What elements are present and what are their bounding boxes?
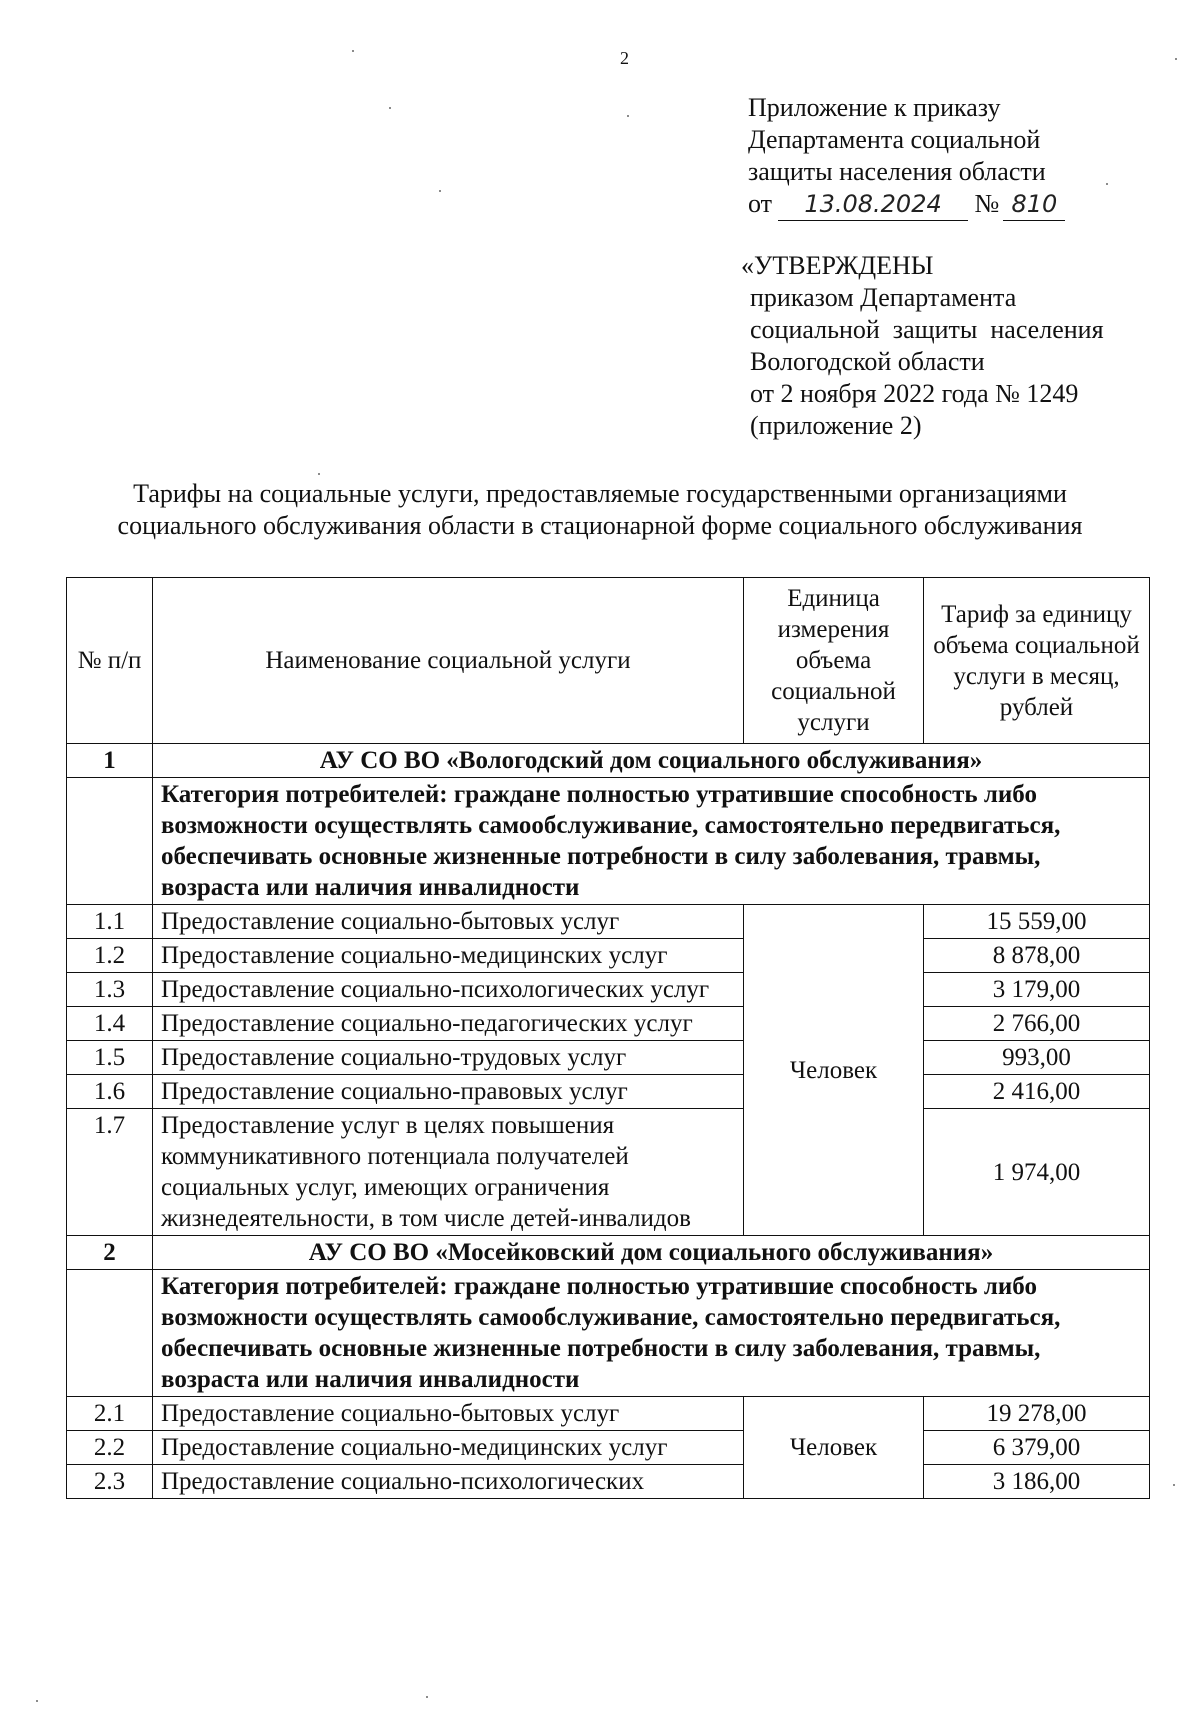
date-prefix: от [748,189,773,218]
tariff-value: 3 186,00 [924,1465,1150,1499]
handwritten-date: 13.08.2024 [778,188,968,221]
approved-line-2: приказом Департамента [750,283,1017,312]
tariff-value: 2 416,00 [924,1075,1150,1109]
scan-speck [352,50,354,52]
org-name: АУ СО ВО «Вологодский дом социального обслуживания» [153,744,1150,778]
table-row [67,1465,1150,1499]
scan-speck [389,107,391,109]
appendix-line-1: Приложение к приказу [748,93,1001,122]
appendix-date-line [748,188,1065,221]
service-name: Предоставление услуг в целях повышения коммуникативного потенциала получателей социальных услуг, имеющих ограничения жизнедеятельности, в том числе детей-инвалидов [153,1109,744,1236]
table-row [67,1109,1150,1236]
org-name: АУ СО ВО «Мосейковский дом социального обслуживания» [153,1236,1150,1270]
header-unit: Единица измерения объема социальной услуги [744,578,924,744]
service-name: Предоставление социально-бытовых услуг [153,1397,744,1431]
org-row [67,1236,1150,1270]
tariff-value: 6 379,00 [924,1431,1150,1465]
service-name: Предоставление социально-психологических услуг [153,973,744,1007]
page-number: 2 [620,48,629,68]
table-row [67,1075,1150,1109]
unit-cell: Человек [744,1397,924,1499]
section-number: 1 [67,744,153,778]
category-row [67,1270,1150,1397]
header-name: Наименование социальной услуги [153,578,744,744]
approved-line-6: (приложение 2) [750,411,922,440]
section-number: 2 [67,1236,153,1270]
appendix-block [748,92,1065,221]
approved-block [741,250,1104,442]
tariff-value: 15 559,00 [924,905,1150,939]
handwritten-number: 810 [1003,188,1065,221]
document-title [60,478,1140,542]
approved-line-4: Вологодской области [750,347,985,376]
title-line-1: Тарифы на социальные услуги, предоставляемые государственными организациями [133,479,1067,508]
tariffs-table [66,577,1150,1499]
table-row [67,973,1150,1007]
scan-speck [36,1700,38,1702]
table-row [67,1007,1150,1041]
scan-speck [439,190,441,192]
unit-cell: Человек [744,905,924,1236]
category-empty-cell [67,778,153,905]
scan-speck [426,1696,428,1698]
scan-speck [627,115,629,117]
row-number: 2.3 [67,1465,153,1499]
category-row [67,778,1150,905]
scan-speck [1173,1484,1175,1486]
scan-speck [1106,183,1108,185]
tariff-value: 19 278,00 [924,1397,1150,1431]
category-empty-cell [67,1270,153,1397]
tariff-value: 993,00 [924,1041,1150,1075]
scan-speck [318,473,320,475]
row-number: 1.7 [67,1109,153,1236]
approved-line-3: социальной защиты населения [750,315,1104,344]
service-name: Предоставление социально-трудовых услуг [153,1041,744,1075]
service-name: Предоставление социально-педагогических услуг [153,1007,744,1041]
tariff-value: 3 179,00 [924,973,1150,1007]
appendix-line-2: Департамента социальной [748,125,1041,154]
row-number: 1.2 [67,939,153,973]
row-number: 2.2 [67,1431,153,1465]
category-text: Категория потребителей: граждане полностью утратившие способность либо возможности осуществлять самообслуживание, самостоятельно передвигаться, обеспечивать основные жизненные потребности в силу заболевания, травмы, возраста или наличия инвалидности [153,778,1150,905]
row-number: 1.1 [67,905,153,939]
row-number: 2.1 [67,1397,153,1431]
approved-line-1: «УТВЕРЖДЕНЫ [741,251,934,280]
header-tariff: Тариф за единицу объема социальной услуги в месяц, рублей [924,578,1150,744]
service-name: Предоставление социально-медицинских услуг [153,1431,744,1465]
row-number: 1.5 [67,1041,153,1075]
tariff-value: 8 878,00 [924,939,1150,973]
approved-line-5: от 2 ноября 2022 года № 1249 [750,379,1079,408]
header-num: № п/п [67,578,153,744]
table-row [67,905,1150,939]
number-prefix: № [974,189,1000,218]
service-name: Предоставление социально-бытовых услуг [153,905,744,939]
table-row [67,939,1150,973]
table-header-row [67,578,1150,744]
appendix-line-3: защиты населения области [748,157,1046,186]
service-name: Предоставление социально-медицинских услуг [153,939,744,973]
row-number: 1.3 [67,973,153,1007]
table-row [67,1431,1150,1465]
table-row [67,1397,1150,1431]
title-line-2: социального обслуживания области в стационарной форме социального обслуживания [117,511,1083,540]
row-number: 1.4 [67,1007,153,1041]
service-name: Предоставление социально-психологических [153,1465,744,1499]
category-text: Категория потребителей: граждане полностью утратившие способность либо возможности осуществлять самообслуживание, самостоятельно передвигаться, обеспечивать основные жизненные потребности в силу заболевания, травмы, возраста или наличия инвалидности [153,1270,1150,1397]
tariff-value: 2 766,00 [924,1007,1150,1041]
row-number: 1.6 [67,1075,153,1109]
scan-speck [1175,58,1177,60]
table-row [67,1041,1150,1075]
service-name: Предоставление социально-правовых услуг [153,1075,744,1109]
org-row [67,744,1150,778]
tariff-value: 1 974,00 [924,1109,1150,1236]
